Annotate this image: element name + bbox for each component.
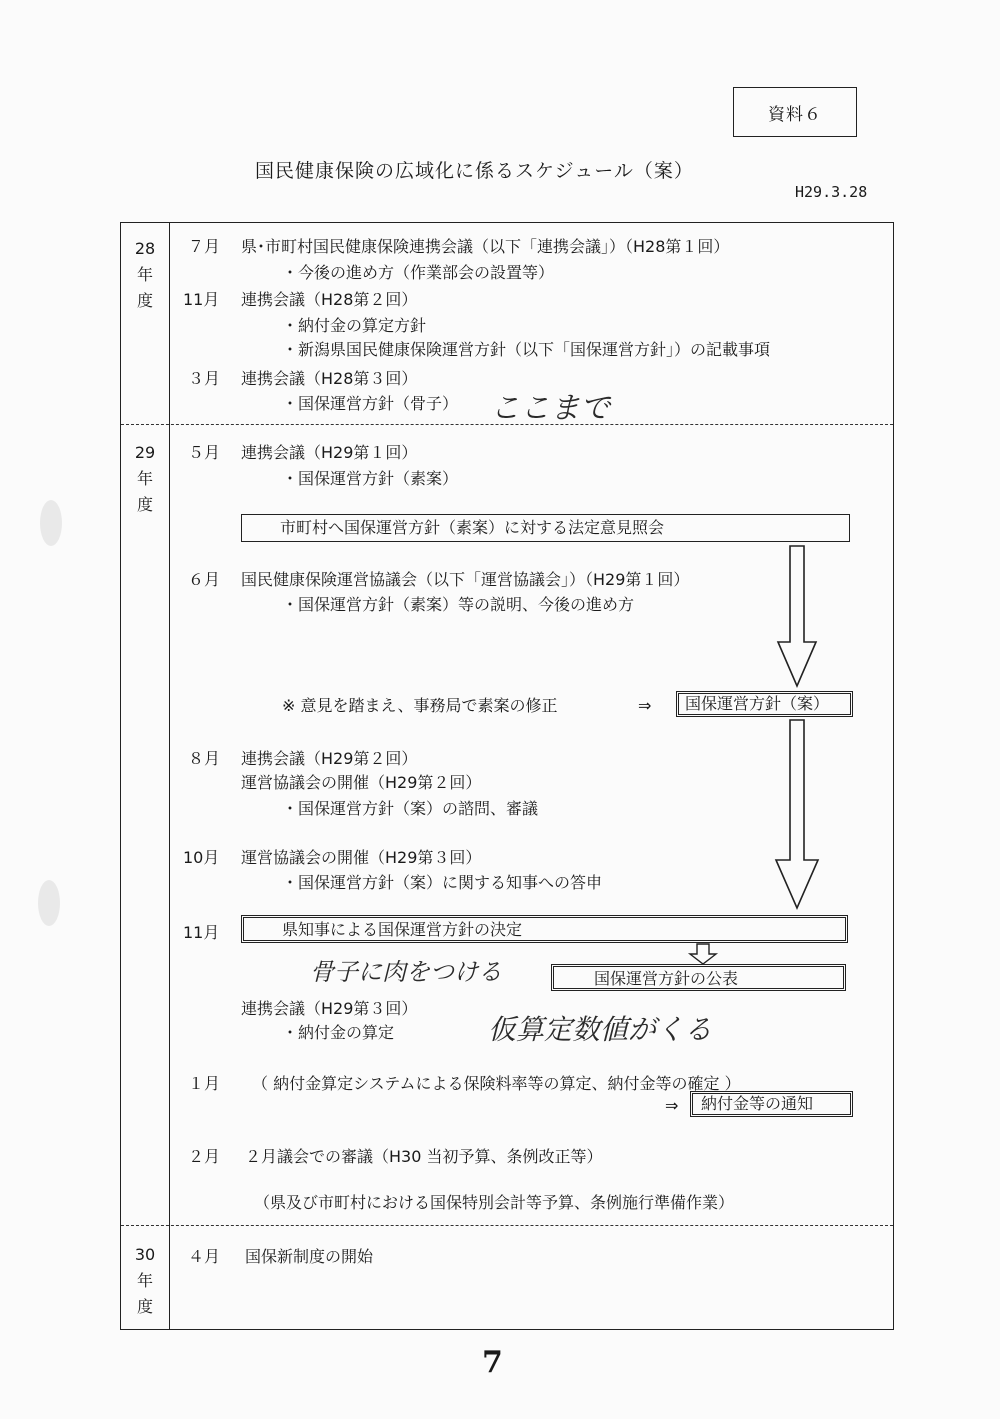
arrow-right-glyph: ⇒: [638, 696, 652, 715]
event-text: 連携会議（H29第２回）: [241, 749, 418, 768]
event-subitem: ・国保運営方針（骨子）: [282, 394, 459, 413]
box-label: 市町村へ国保運営方針（素案）に対する法定意見照会: [280, 518, 665, 537]
document-date: H29.3.28: [795, 183, 868, 201]
handwritten-note-provisional: 仮算定数値がくる: [488, 1013, 713, 1046]
arrow-right-glyph: ⇒: [665, 1096, 679, 1115]
page-title: 国民健康保険の広域化に係るスケジュール（案）: [255, 160, 694, 182]
handwritten-note-flesh: 骨子に肉をつける: [310, 958, 502, 986]
event-subitem: （県及び市町村における国保特別会計等予算、条例施行準備作業）: [254, 1193, 735, 1212]
event-subitem: ・国保運営方針（案）に関する知事への答申: [282, 873, 603, 892]
month-aug: ８月: [188, 749, 221, 768]
event-subitem: ・新潟県国民健康保険運営方針（以下「国保運営方針」）の記載事項: [282, 340, 771, 359]
month-mar: ３月: [188, 369, 221, 388]
handwritten-note-here: ここまで: [490, 391, 610, 426]
year-char-do: 度: [136, 495, 153, 514]
down-arrow-upper: [778, 546, 816, 686]
month-jan: １月: [188, 1074, 221, 1093]
year-char-nen: 年: [136, 469, 153, 488]
event-subitem: ・国保運営方針（素案）等の説明、今後の進め方: [282, 595, 635, 614]
event-text: ２月議会での審議（H30 当初予算、条例改正等）: [245, 1147, 603, 1166]
event-text: 運営協議会の開催（H29第３回）: [241, 848, 482, 867]
down-arrow-lower: [776, 720, 818, 908]
revision-note: ※ 意見を踏まえ、事務局で素案の修正: [282, 696, 558, 715]
month-nov: 11月: [183, 923, 220, 942]
down-arrow-small: [690, 944, 716, 964]
month-nov: 11月: [183, 290, 220, 309]
box-label: 納付金等の通知: [701, 1094, 814, 1113]
box-label: 国保運営方針（案）: [685, 694, 830, 713]
year-char-nen: 年: [136, 265, 153, 284]
month-jun: ６月: [188, 570, 221, 589]
event-text: 運営協議会の開催（H29第２回）: [241, 773, 482, 792]
year-number: 29: [134, 443, 156, 462]
month-oct: 10月: [183, 848, 220, 867]
event-text: 国保新制度の開始: [245, 1247, 374, 1266]
box-label: 国保運営方針の公表: [594, 969, 739, 988]
year-number: 28: [134, 239, 156, 258]
event-text: 連携会議（H29第１回）: [241, 443, 418, 462]
month-may: ５月: [188, 443, 221, 462]
page-number: 7: [482, 1345, 503, 1380]
month-jul: ７月: [188, 237, 221, 256]
year-number: 30: [134, 1245, 156, 1264]
event-text: 県･市町村国民健康保険連携会議（以下「連携会議」）（H28第１回）: [241, 237, 730, 256]
event-text: 連携会議（H28第３回）: [241, 369, 418, 388]
event-subitem: ・今後の進め方（作業部会の設置等）: [282, 263, 555, 282]
year-char-do: 度: [136, 1297, 153, 1316]
event-subitem: ・納付金の算定: [282, 1023, 395, 1042]
event-text: 国民健康保険運営協議会（以下「運営協議会」）（H29第１回）: [241, 570, 690, 589]
event-subitem: ・納付金の算定方針: [282, 316, 427, 335]
event-subitem: ・国保運営方針（案）の諮問、審議: [282, 799, 539, 818]
event-text: （ 納付金算定システムによる保険料率等の算定、納付金等の確定 ）: [252, 1074, 741, 1093]
event-subitem: ・国保運営方針（素案）: [282, 469, 459, 488]
box-label: 県知事による国保運営方針の決定: [282, 920, 523, 939]
document-label: 資料６: [733, 87, 857, 137]
event-text: 連携会議（H29第３回）: [241, 999, 418, 1018]
event-text: 連携会議（H28第２回）: [241, 290, 418, 309]
year-char-do: 度: [136, 291, 153, 310]
month-feb: ２月: [188, 1147, 221, 1166]
year-char-nen: 年: [136, 1271, 153, 1290]
month-apr: ４月: [188, 1247, 221, 1266]
